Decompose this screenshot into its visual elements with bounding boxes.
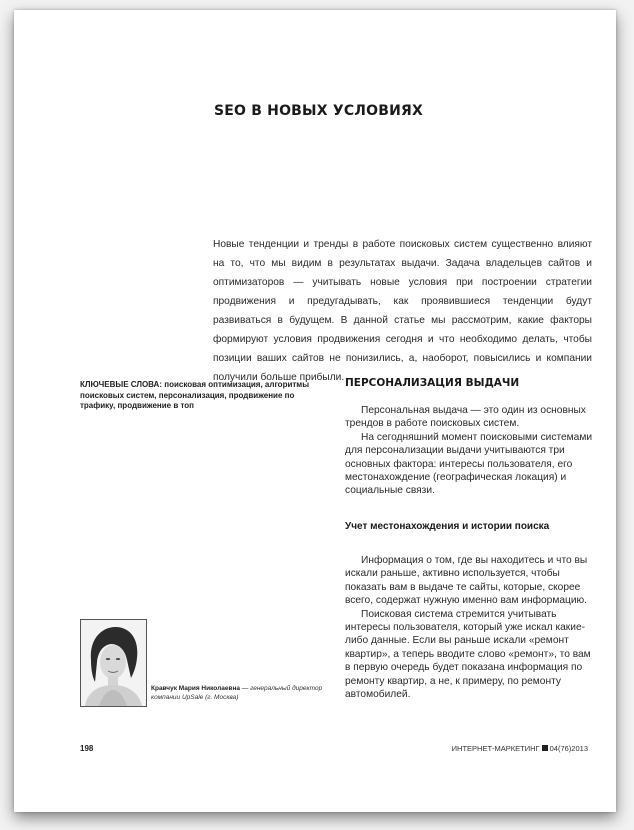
- author-name: Кравчук Мария Николаевна: [151, 685, 240, 692]
- page-number: 198: [80, 744, 94, 753]
- keywords-label: КЛЮЧЕВЫЕ СЛОВА:: [80, 380, 162, 389]
- publication-name: ИНТЕРНЕТ-МАРКЕТИНГ: [451, 744, 540, 753]
- section-body: [345, 404, 597, 498]
- issue-number: 04(76)2013: [549, 744, 588, 753]
- author-position: — генеральный директор компании UpSale (г. Москва): [151, 685, 323, 701]
- subsection-title: Учет местонахождения и истории поиска: [345, 521, 550, 532]
- section-paragraph: На сегодняшний момент поисковыми системами для персонализации выдачи учитываются три основных фактора: интересы пользователя, его местонахождение (географическая локация) и социальные связи.: [345, 431, 593, 497]
- article-title: SEO В НОВЫХ УСЛОВИЯХ: [214, 103, 423, 119]
- keywords-text: поисковая оптимизация, алгоритмы поисковых систем, персонализация, продвижение по трафику, продвижение в топ: [80, 380, 310, 410]
- keywords-block: [80, 380, 330, 412]
- section-paragraph: Персональная выдача — это один из основных трендов в работе поисковых систем.: [345, 405, 586, 430]
- magazine-page: [14, 10, 616, 812]
- footer-publication: [452, 744, 588, 753]
- subsection-paragraph: Поисковая система стремится учитывать интересы пользователя, который уже искал какие-либо данные. Если вы раньше искали «ремонт квартир», а теперь вводите слово «ремонт», то вам в первую очередь будет показана информация по ремонту квартир, а не, к примеру, по ремонту автомобилей.: [345, 608, 591, 701]
- subsection-paragraph: Информация о том, где вы находитесь и что вы искали раньше, активно используется, чтобы показать вам в выдаче те сайты, которые, скорее всего, содержат нужную именно вам информацию.: [345, 555, 588, 607]
- article-lead: Новые тенденции и тренды в работе поисковых систем существенно влияют на то, что мы видим в результатах выдачи. Задача владельцев сайтов и оптимизаторов — учитывать новые условия при построении стратегии продвижения и предугадывать, как проявившиеся тенденции будут развиваться в будущем. В данной статье мы рассмотрим, какие факторы формируют условия продвижения сегодня и что необходимо делать, чтобы позиции ваших сайтов не понизились, а, наоборот, повысились и компании получили больше прибыли.: [213, 239, 592, 383]
- author-caption: [151, 684, 326, 702]
- author-portrait-icon: [81, 620, 146, 706]
- author-photo: [80, 619, 147, 707]
- section-title: ПЕРСОНАЛИЗАЦИЯ ВЫДАЧИ: [345, 377, 520, 389]
- square-separator-icon: [542, 745, 548, 751]
- subsection-body: [345, 554, 597, 701]
